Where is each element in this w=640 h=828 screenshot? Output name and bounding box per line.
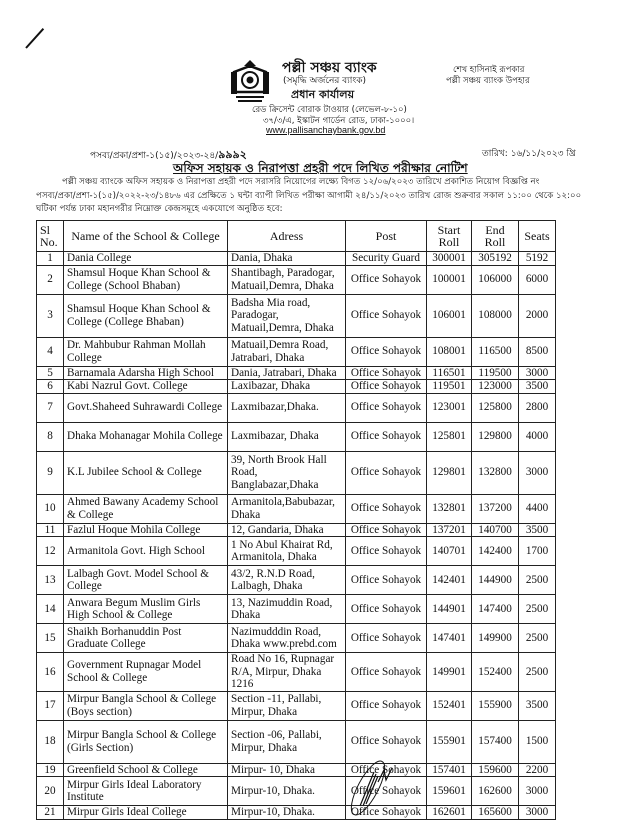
row-school-name: Barnamala Adarsha High School [64, 366, 228, 380]
exam-centers-table [36, 220, 556, 820]
row-end-roll: 149900 [472, 624, 519, 653]
address-line-1: রেড ক্রিসেন্ট বোরাক টাওয়ার (লেভেল-৮-১০) [252, 105, 407, 115]
row-post: Office Sohayok [346, 763, 427, 777]
bank-logo-icon [228, 58, 272, 104]
table-row [37, 294, 556, 337]
row-school-name: Mirpur Girls Ideal College [64, 806, 228, 820]
table-row [37, 393, 556, 422]
row-start-roll: 147401 [427, 624, 472, 653]
row-seats: 3000 [519, 366, 556, 380]
bank-name: পল্লী সঞ্চয় ব্যাংক [282, 60, 377, 76]
row-post: Office Sohayok [346, 595, 427, 624]
row-post: Office Sohayok [346, 380, 427, 394]
table-row [37, 720, 556, 763]
row-start-roll: 129801 [427, 451, 472, 494]
table-row [37, 624, 556, 653]
row-start-roll: 152401 [427, 691, 472, 720]
row-post: Office Sohayok [346, 337, 427, 366]
row-seats: 3500 [519, 380, 556, 394]
row-school-name: Armanitola Govt. High School [64, 537, 228, 566]
row-start-roll: 100001 [427, 265, 472, 294]
head-office-label: প্রধান কার্যালয় [291, 88, 355, 101]
row-start-roll: 157401 [427, 763, 472, 777]
row-seats: 6000 [519, 265, 556, 294]
row-start-roll: 125801 [427, 422, 472, 451]
row-post: Office Sohayok [346, 806, 427, 820]
row-end-roll: 108000 [472, 294, 519, 337]
header-post: Post [346, 221, 427, 252]
table-row [37, 653, 556, 692]
row-sl: 2 [37, 265, 64, 294]
row-school-name: Dania College [64, 252, 228, 266]
row-address: Mirpur-10, Dhaka. [228, 806, 346, 820]
row-sl: 3 [37, 294, 64, 337]
row-address: Mirpur- 10, Dhaka [228, 763, 346, 777]
notice-line-2: পসব্য/প্রকা/প্রশা-১(১৫)/২০২২-২৩/১৪৮৬ এর প্রেক্ষিতে ১ ঘন্টা ব্যাপী লিখিত পরীক্ষা আগামী ২৪/১১/২০২৩ তারিখ রোজ শুক্রবার সকাল ১১:০০ থেকে ১২:০০ [36, 190, 582, 201]
row-sl: 21 [37, 806, 64, 820]
row-post: Office Sohayok [346, 777, 427, 806]
row-sl: 9 [37, 451, 64, 494]
row-sl: 20 [37, 777, 64, 806]
row-school-name: Shaikh Borhanuddin Post Graduate College [64, 624, 228, 653]
row-address: Section -11, Pallabi, Mirpur, Dhaka [228, 691, 346, 720]
table-row [37, 763, 556, 777]
memo-number-prefix: পসব্য/প্রকা/প্রশা-১(১৫)/২০২৩-২৪/ [90, 151, 219, 161]
table-row [37, 777, 556, 806]
header-name: Name of the School & College [64, 221, 228, 252]
table-row [37, 806, 556, 820]
row-sl: 6 [37, 380, 64, 394]
row-address: Section -06, Pallabi, Mirpur, Dhaka [228, 720, 346, 763]
row-seats: 1500 [519, 720, 556, 763]
table-row [37, 523, 556, 537]
row-start-roll: 142401 [427, 566, 472, 595]
row-end-roll: 140700 [472, 523, 519, 537]
row-address: 39, North Brook Hall Road, Banglabazar,Dhaka [228, 451, 346, 494]
website-link[interactable]: www.pallisanchaybank.gov.bd [266, 125, 386, 135]
row-seats: 3000 [519, 806, 556, 820]
table-row [37, 337, 556, 366]
row-seats: 2500 [519, 653, 556, 692]
row-end-roll: 125800 [472, 393, 519, 422]
row-sl: 5 [37, 366, 64, 380]
row-post: Office Sohayok [346, 494, 427, 523]
row-end-roll: 152400 [472, 653, 519, 692]
memo-date: তারিখ: ১৬/১১/২০২৩ খ্রি [482, 149, 576, 159]
row-sl: 19 [37, 763, 64, 777]
row-sl: 7 [37, 393, 64, 422]
row-sl: 4 [37, 337, 64, 366]
row-address: Badsha Mia road, Paradogar, Matuail,Demra, Dhaka [228, 294, 346, 337]
row-start-roll: 123001 [427, 393, 472, 422]
row-post: Office Sohayok [346, 366, 427, 380]
row-start-roll: 149901 [427, 653, 472, 692]
table-row [37, 595, 556, 624]
row-start-roll: 162601 [427, 806, 472, 820]
table-row [37, 494, 556, 523]
header-end-roll: End Roll [472, 221, 519, 252]
row-end-roll: 159600 [472, 763, 519, 777]
row-seats: 4400 [519, 494, 556, 523]
row-post: Office Sohayok [346, 691, 427, 720]
row-end-roll: 129800 [472, 422, 519, 451]
row-end-roll: 116500 [472, 337, 519, 366]
row-address: 43/2, R.N.D Road, Lalbagh, Dhaka [228, 566, 346, 595]
row-post: Office Sohayok [346, 720, 427, 763]
row-school-name: Anwara Begum Muslim Girls High School & College [64, 595, 228, 624]
row-post: Office Sohayok [346, 537, 427, 566]
row-school-name: Dr. Mahbubur Rahman Mollah College [64, 337, 228, 366]
row-school-name: Dhaka Mohanagar Mohila College [64, 422, 228, 451]
row-school-name: Mirpur Bangla School & College (Girls Section) [64, 720, 228, 763]
row-school-name: Mirpur Girls Ideal Laboratory Institute [64, 777, 228, 806]
notice-line-1: পল্লী সঞ্চয় ব্যাংকে অফিস সহায়ক ও নিরাপত্তা প্রহরী পদে সরাসরি নিয়োগের লক্ষ্যে বিগত ১২/০৬/২০২৩ তারিখে প্রকাশিত নিয়োগ বিজ্ঞপ্তি নং [62, 177, 540, 187]
table-header-row [37, 221, 556, 252]
row-address: Armanitola,Babubazar, Dhaka [228, 494, 346, 523]
row-start-roll: 140701 [427, 537, 472, 566]
header-seats: Seats [519, 221, 556, 252]
row-end-roll: 305192 [472, 252, 519, 266]
row-address: 1 No Abul Khairat Rd, Armanitola, Dhaka [228, 537, 346, 566]
row-school-name: Fazlul Hoque Mohila College [64, 523, 228, 537]
row-seats: 1700 [519, 537, 556, 566]
signature [338, 756, 408, 818]
row-end-roll: 106000 [472, 265, 519, 294]
row-school-name: Kabi Nazrul Govt. College [64, 380, 228, 394]
row-seats: 2500 [519, 624, 556, 653]
pen-mark [25, 28, 44, 49]
row-post: Office Sohayok [346, 393, 427, 422]
notice-paragraph [36, 176, 616, 217]
row-school-name: Lalbagh Govt. Model School & College [64, 566, 228, 595]
address-line-2: ৩৭/৩/এ, ইস্কাটন গার্ডেন রোড, ঢাকা-১০০০। [263, 116, 415, 126]
row-seats: 3500 [519, 691, 556, 720]
row-seats: 2200 [519, 763, 556, 777]
row-start-roll: 119501 [427, 380, 472, 394]
row-post: Security Guard [346, 252, 427, 266]
table-row [37, 691, 556, 720]
table-row [37, 265, 556, 294]
table-row [37, 537, 556, 566]
row-address: Road No 16, Rupnagar R/A, Mirpur, Dhaka 1216 [228, 653, 346, 692]
row-end-roll: 142400 [472, 537, 519, 566]
row-sl: 17 [37, 691, 64, 720]
row-end-roll: 162600 [472, 777, 519, 806]
row-address: Dania, Jatrabari, Dhaka [228, 366, 346, 380]
header-sl: Sl No. [37, 221, 64, 252]
row-post: Office Sohayok [346, 451, 427, 494]
table-row [37, 422, 556, 451]
row-sl: 10 [37, 494, 64, 523]
row-address: Nazimudddin Road, Dhaka www.prebd.com [228, 624, 346, 653]
row-post: Office Sohayok [346, 265, 427, 294]
row-school-name: Government Rupnagar Model School & College [64, 653, 228, 692]
notice-line-3: ঘটিকা পর্যন্ত ঢাকা মহানগরীর নিম্নোক্ত কেন্দ্রসমূহে একযোগে অনুষ্ঠিত হবে: [36, 204, 283, 214]
row-start-roll: 144901 [427, 595, 472, 624]
row-seats: 2000 [519, 294, 556, 337]
row-school-name: Govt.Shaheed Suhrawardi College [64, 393, 228, 422]
notice-title: অফিস সহায়ক ও নিরাপত্তা প্রহরী পদে লিখিত পরীক্ষার নোটিশ [173, 161, 468, 175]
row-seats: 2500 [519, 566, 556, 595]
row-address: Shantibagh, Paradogar, Matuail,Demra, Dhaka [228, 265, 346, 294]
row-address: Dania, Dhaka [228, 252, 346, 266]
table-row [37, 252, 556, 266]
row-sl: 15 [37, 624, 64, 653]
row-school-name: Mirpur Bangla School & College (Boys section) [64, 691, 228, 720]
header-right-line-1: শেখ হাসিনাই রূপকার [453, 65, 525, 75]
row-address: 12, Gandaria, Dhaka [228, 523, 346, 537]
row-end-roll: 119500 [472, 366, 519, 380]
row-start-roll: 300001 [427, 252, 472, 266]
row-seats: 2500 [519, 595, 556, 624]
table-row [37, 366, 556, 380]
header-start-roll: Start Roll [427, 221, 472, 252]
row-start-roll: 106001 [427, 294, 472, 337]
row-post: Office Sohayok [346, 653, 427, 692]
row-sl: 12 [37, 537, 64, 566]
row-end-roll: 155900 [472, 691, 519, 720]
bank-slogan: (সমৃদ্ধি অর্জনের ব্যাংক) [283, 76, 367, 86]
row-start-roll: 108001 [427, 337, 472, 366]
table-row [37, 380, 556, 394]
row-start-roll: 116501 [427, 366, 472, 380]
row-seats: 4000 [519, 422, 556, 451]
row-sl: 8 [37, 422, 64, 451]
row-end-roll: 144900 [472, 566, 519, 595]
row-sl: 14 [37, 595, 64, 624]
row-post: Office Sohayok [346, 624, 427, 653]
row-post: Office Sohayok [346, 422, 427, 451]
row-end-roll: 123000 [472, 380, 519, 394]
header-address: Adress [228, 221, 346, 252]
row-sl: 11 [37, 523, 64, 537]
row-post: Office Sohayok [346, 523, 427, 537]
row-sl: 18 [37, 720, 64, 763]
row-seats: 3000 [519, 451, 556, 494]
row-end-roll: 157400 [472, 720, 519, 763]
row-address: Mirpur-10, Dhaka. [228, 777, 346, 806]
row-address: Laxibazar, Dhaka [228, 380, 346, 394]
row-sl: 1 [37, 252, 64, 266]
row-sl: 13 [37, 566, 64, 595]
row-address: Laxmibazar,Dhaka. [228, 393, 346, 422]
row-end-roll: 132800 [472, 451, 519, 494]
row-start-roll: 155901 [427, 720, 472, 763]
row-end-roll: 137200 [472, 494, 519, 523]
header-right-line-2: পল্লী সঞ্চয় ব্যাংক উপহার [446, 76, 530, 86]
row-seats: 2800 [519, 393, 556, 422]
table-row [37, 451, 556, 494]
row-school-name: Greenfield School & College [64, 763, 228, 777]
row-end-roll: 147400 [472, 595, 519, 624]
row-start-roll: 132801 [427, 494, 472, 523]
row-seats: 3000 [519, 777, 556, 806]
row-school-name: Shamsul Hoque Khan School & College (College Bhaban) [64, 294, 228, 337]
row-address: 13, Nazimuddin Road, Dhaka [228, 595, 346, 624]
row-school-name: Shamsul Hoque Khan School & College (School Bhaban) [64, 265, 228, 294]
row-seats: 8500 [519, 337, 556, 366]
row-start-roll: 137201 [427, 523, 472, 537]
row-address: Laxmibazar, Dhaka [228, 422, 346, 451]
table-row [37, 566, 556, 595]
row-end-roll: 165600 [472, 806, 519, 820]
row-sl: 16 [37, 653, 64, 692]
row-post: Office Sohayok [346, 566, 427, 595]
row-seats: 3500 [519, 523, 556, 537]
row-school-name: Ahmed Bawany Academy School & College [64, 494, 228, 523]
row-start-roll: 159601 [427, 777, 472, 806]
row-address: Matuail,Demra Road, Jatrabari, Dhaka [228, 337, 346, 366]
row-post: Office Sohayok [346, 294, 427, 337]
row-seats: 5192 [519, 252, 556, 266]
memo-number-handwritten: ৯৯৯২ [218, 148, 247, 161]
row-school-name: K.L Jubilee School & College [64, 451, 228, 494]
